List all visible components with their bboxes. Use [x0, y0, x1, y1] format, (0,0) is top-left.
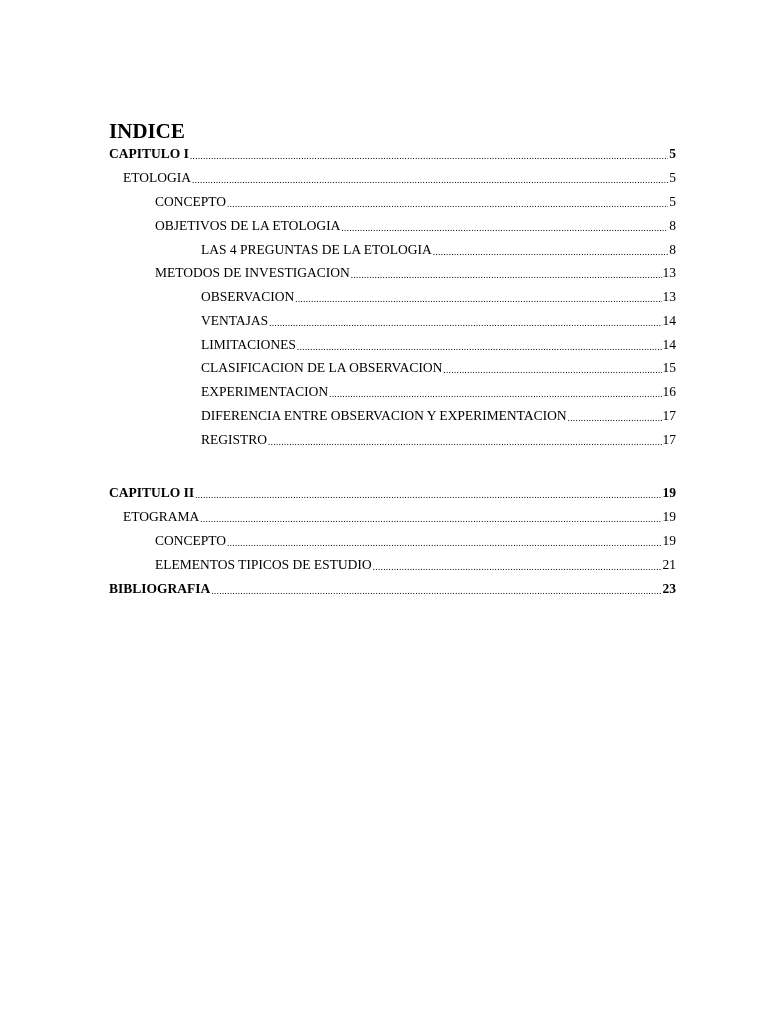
toc-entry-page: 23 [662, 581, 676, 596]
toc-entry-elementos[interactable] [155, 553, 676, 573]
dot-leader [200, 509, 661, 525]
toc-entry-page: 13 [662, 289, 676, 304]
toc-entry-etograma[interactable] [123, 505, 676, 525]
toc-entry-page: 19 [662, 485, 676, 500]
toc-entry-metodos[interactable] [155, 261, 676, 281]
dot-leader [297, 337, 662, 353]
toc-entry-page: 15 [662, 360, 676, 375]
page-title: INDICE [109, 119, 185, 143]
toc-entry-page: 14 [662, 313, 676, 328]
toc-entry-capitulo-2[interactable] [109, 481, 676, 501]
toc-entry-label: VENTAJAS [201, 313, 269, 328]
toc-entry-clasificacion[interactable] [201, 356, 676, 376]
toc-entry-page: 21 [662, 557, 676, 572]
toc-entry-4-preguntas[interactable] [201, 238, 676, 258]
toc-entry-label: OBJETIVOS DE LA ETOLOGIA [155, 218, 341, 233]
toc-entry-registro[interactable] [201, 428, 676, 448]
dot-leader [351, 265, 662, 281]
toc-entry-page: 8 [669, 218, 676, 233]
dot-leader [341, 218, 668, 234]
dot-leader [373, 557, 662, 573]
toc-entry-label: ETOLOGIA [123, 170, 191, 185]
dot-leader [329, 384, 661, 400]
dot-leader [227, 194, 668, 210]
toc-entry-page: 17 [662, 432, 676, 447]
toc-entry-limitaciones[interactable] [201, 333, 676, 353]
toc-entry-label: OBSERVACION [201, 289, 295, 304]
toc-entry-label: DIFERENCIA ENTRE OBSERVACION Y EXPERIMENTACION [201, 408, 567, 423]
toc-entry-page: 17 [662, 408, 676, 423]
toc-entry-concepto-2[interactable] [155, 529, 676, 549]
dot-leader [433, 242, 668, 258]
toc-entry-observacion[interactable] [201, 285, 676, 305]
dot-leader [211, 581, 661, 597]
dot-leader [443, 360, 661, 376]
toc-entry-label: CONCEPTO [155, 194, 227, 209]
toc-entry-diferencia[interactable] [201, 404, 676, 424]
toc-entry-label: METODOS DE INVESTIGACION [155, 265, 350, 280]
toc-entry-label: BIBLIOGRAFIA [109, 581, 211, 596]
toc-entry-bibliografia[interactable] [109, 577, 676, 597]
toc-entry-capitulo-1[interactable] [109, 142, 676, 162]
dot-leader [195, 485, 661, 501]
toc-entry-page: 13 [662, 265, 676, 280]
toc-entry-ventajas[interactable] [201, 309, 676, 329]
toc-entry-label: ELEMENTOS TIPICOS DE ESTUDIO [155, 557, 372, 572]
toc-entry-label: CONCEPTO [155, 533, 227, 548]
dot-leader [192, 170, 668, 186]
toc-entry-page: 5 [669, 170, 676, 185]
toc-entry-page: 5 [669, 146, 676, 161]
toc-entry-page: 16 [662, 384, 676, 399]
toc-entry-etologia[interactable] [123, 166, 676, 186]
toc-entry-label: CLASIFICACION DE LA OBSERVACION [201, 360, 443, 375]
toc-entry-label: LAS 4 PREGUNTAS DE LA ETOLOGIA [201, 242, 432, 257]
toc-entry-label: REGISTRO [201, 432, 268, 447]
toc-entry-page: 14 [662, 337, 676, 352]
toc-entry-label: CAPITULO I [109, 146, 189, 161]
toc-entry-objetivos[interactable] [155, 214, 676, 234]
toc-entry-page: 5 [669, 194, 676, 209]
toc-entry-experimentacion[interactable] [201, 380, 676, 400]
toc-entry-page: 8 [669, 242, 676, 257]
dot-leader [269, 313, 661, 329]
toc-entry-concepto[interactable] [155, 190, 676, 210]
toc-entry-page: 19 [662, 533, 676, 548]
toc-entry-label: ETOGRAMA [123, 509, 200, 524]
toc-entry-label: CAPITULO II [109, 485, 195, 500]
dot-leader [568, 408, 662, 424]
toc-entry-label: LIMITACIONES [201, 337, 296, 352]
dot-leader [268, 432, 661, 448]
dot-leader [190, 146, 668, 162]
dot-leader [295, 289, 661, 305]
dot-leader [227, 533, 661, 549]
toc-entry-label: EXPERIMENTACION [201, 384, 329, 399]
toc-entry-page: 19 [662, 509, 676, 524]
